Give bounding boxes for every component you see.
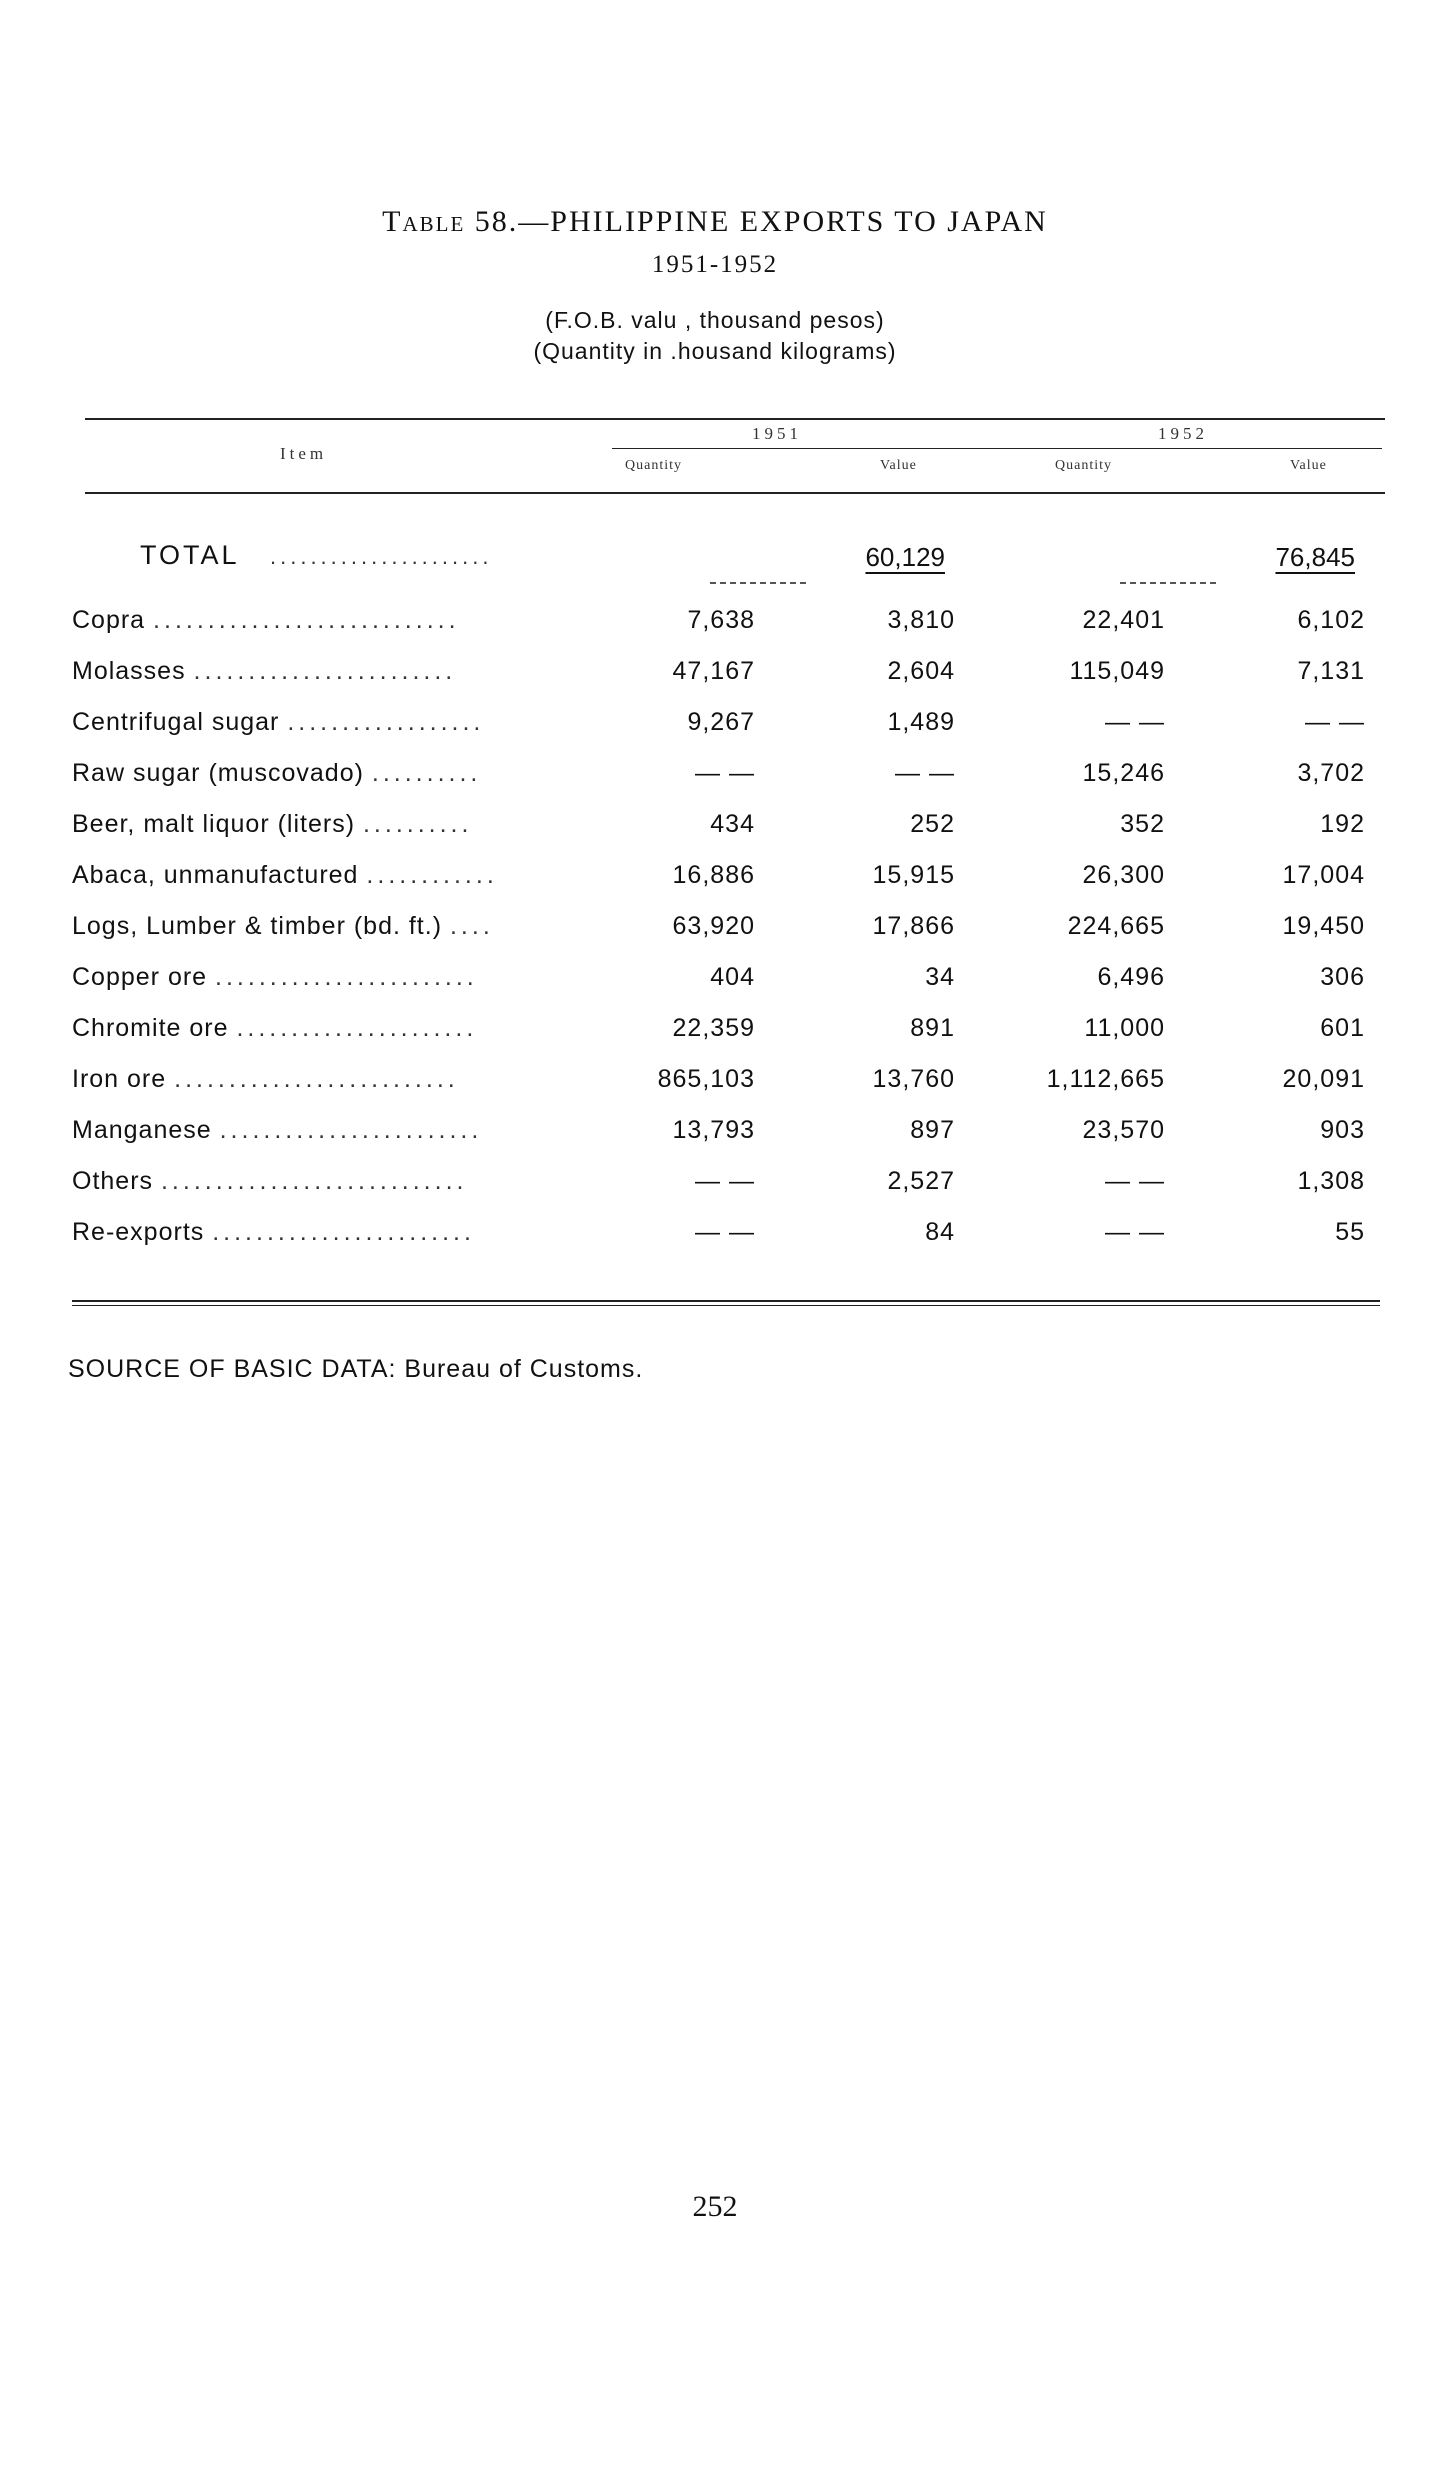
value-1951-cell: 252 (910, 810, 955, 838)
header-year-1951: 1951 (752, 424, 802, 443)
row-item (72, 1218, 612, 1247)
header-item: Item (280, 444, 328, 463)
value-1952-cell: 6,102 (1297, 606, 1365, 634)
total-label: TOTAL (140, 540, 240, 570)
quantity-1952-cell: — — (1105, 1167, 1165, 1195)
row-leader-dots: ........................ (215, 963, 478, 991)
table-row (0, 708, 1430, 758)
total-leader-dots: ...................... (270, 544, 493, 569)
value-1952-cell: 55 (1335, 1218, 1365, 1246)
value-1952-cell: 601 (1320, 1014, 1365, 1042)
quantity-1951-cell: 865,103 (657, 1065, 755, 1093)
table-row (0, 1218, 1430, 1268)
row-item (72, 1116, 612, 1145)
quantity-1952-cell: — — (1105, 708, 1165, 736)
header-bottom-rule (85, 492, 1385, 494)
value-1951-cell: 1,489 (887, 708, 955, 736)
quantity-1951-cell: 63,920 (672, 912, 755, 940)
value-1952-cell: 1,308 (1297, 1167, 1365, 1195)
table-title-main: 58.—PHILIPPINE EXPORTS TO JAPAN (474, 205, 1048, 238)
quantity-1951-cell: 22,359 (672, 1014, 755, 1042)
table-row (0, 1116, 1430, 1166)
row-leader-dots: .................. (287, 708, 485, 736)
row-item-text: Others (72, 1167, 154, 1195)
quantity-1952-cell: 11,000 (1084, 1014, 1165, 1042)
quantity-1952-cell: 224,665 (1067, 912, 1165, 940)
row-item-text: Chromite ore (72, 1014, 229, 1042)
quantity-1952-cell: 15,246 (1082, 759, 1165, 787)
value-1951-cell: 84 (925, 1218, 955, 1246)
table-row (0, 810, 1430, 860)
total-value-1952: 76,845 (1275, 542, 1355, 572)
value-1951-cell: 891 (910, 1014, 955, 1042)
value-1951-cell: 3,810 (887, 606, 955, 634)
value-1952-cell: 20,091 (1282, 1065, 1365, 1093)
total-1951-double-rule (710, 582, 806, 584)
header-quantity-1952: Quantity (1055, 458, 1112, 473)
value-1951-cell: 2,604 (887, 657, 955, 685)
row-item (72, 1167, 612, 1196)
value-1951-cell: 17,866 (872, 912, 955, 940)
quantity-1952-cell: 1,112,665 (1046, 1065, 1165, 1093)
table-row (0, 759, 1430, 809)
row-item (72, 1065, 612, 1094)
row-item-text: Copper ore (72, 963, 208, 991)
table-title-prefix: Table (382, 205, 466, 238)
header-quantity-1951: Quantity (625, 458, 682, 473)
value-1952-cell: — — (1305, 708, 1365, 736)
table-bottom-rule (72, 1300, 1380, 1302)
table-years: 1951-1952 (651, 251, 779, 278)
row-item (72, 912, 612, 941)
table-units (0, 305, 1430, 367)
value-1951-cell: — — (895, 759, 955, 787)
table-row (0, 963, 1430, 1013)
header-year-rule (612, 448, 1382, 449)
header-value-1952: Value (1290, 458, 1327, 473)
header-top-rule (85, 418, 1385, 420)
row-item (72, 759, 612, 788)
row-item (72, 1014, 612, 1043)
title-block (0, 205, 1430, 367)
header-value-1951: Value (880, 458, 917, 473)
row-leader-dots: .... (449, 912, 494, 940)
source-note: SOURCE OF BASIC DATA: Bureau of Customs. (68, 1355, 644, 1383)
quantity-1951-cell: 434 (710, 810, 755, 838)
row-leader-dots: ...................... (236, 1014, 478, 1042)
total-value-1951: 60,129 (865, 542, 945, 572)
value-1952-cell: 17,004 (1282, 861, 1365, 889)
value-1951-cell: 15,915 (872, 861, 955, 889)
value-1952-cell: 192 (1320, 810, 1365, 838)
total-1952-double-rule (1120, 582, 1216, 584)
row-item-text: Centrifugal sugar (72, 708, 280, 736)
value-1951-cell: 897 (910, 1116, 955, 1144)
row-item-text: Raw sugar (muscovado) (72, 759, 364, 787)
quantity-1952-cell: 26,300 (1082, 861, 1165, 889)
page-number: 252 (692, 2190, 738, 2223)
row-leader-dots: .......................... (174, 1065, 459, 1093)
quantity-1952-cell: 6,496 (1097, 963, 1165, 991)
table-title (0, 205, 1430, 239)
row-leader-dots: ........................ (193, 657, 457, 685)
quantity-1952-cell: 352 (1120, 810, 1165, 838)
quantity-1951-cell: — — (695, 759, 755, 787)
quantity-1951-cell: 13,793 (672, 1116, 755, 1144)
row-item (72, 657, 612, 686)
row-leader-dots: ........................ (219, 1116, 483, 1144)
row-item-text: Abaca, unmanufactured (72, 861, 359, 889)
table-row (0, 606, 1430, 656)
row-item-text: Copra (72, 606, 146, 634)
row-item-text: Molasses (72, 657, 186, 685)
table-bottom-rule-thin (72, 1305, 1380, 1306)
table-row (0, 1167, 1430, 1217)
row-item-text: Iron ore (72, 1065, 167, 1093)
table-row (0, 657, 1430, 707)
row-item-text: Re-exports (72, 1218, 205, 1246)
row-item-text: Manganese (72, 1116, 212, 1144)
value-1952-cell: 306 (1320, 963, 1365, 991)
row-leader-dots: ............ (366, 861, 498, 889)
row-leader-dots: .......... (371, 759, 482, 787)
quantity-1951-cell: 7,638 (687, 606, 755, 634)
row-item-text: Logs, Lumber & timber (bd. ft.) (72, 912, 443, 940)
table-row (0, 1065, 1430, 1115)
row-leader-dots: ............................ (160, 1167, 468, 1195)
row-item (72, 810, 612, 839)
row-item-text: Beer, malt liquor (liters) (72, 810, 356, 838)
quantity-1951-cell: 47,167 (672, 657, 755, 685)
row-item (72, 708, 612, 737)
quantity-1951-cell: 404 (710, 963, 755, 991)
row-item (72, 606, 612, 635)
quantity-1951-cell: 16,886 (672, 861, 755, 889)
quantity-1951-cell: 9,267 (687, 708, 755, 736)
table-row (0, 861, 1430, 911)
row-item (72, 861, 612, 890)
quantity-1952-cell: 115,049 (1069, 657, 1165, 685)
value-1951-cell: 2,527 (887, 1167, 955, 1195)
header-year-1952: 1952 (1158, 424, 1208, 443)
table-row (0, 1014, 1430, 1064)
row-leader-dots: .......... (362, 810, 473, 838)
value-1951-cell: 34 (925, 963, 955, 991)
quantity-1951-cell: — — (695, 1167, 755, 1195)
value-1952-cell: 19,450 (1282, 912, 1365, 940)
value-1952-cell: 7,131 (1297, 657, 1365, 685)
quantity-1952-cell: — — (1105, 1218, 1165, 1246)
row-leader-dots: ........................ (212, 1218, 475, 1246)
unit-quantity-note: (Quantity in .housand kilograms) (533, 338, 897, 364)
unit-value-note: (F.O.B. valu , thousand pesos) (545, 307, 885, 333)
quantity-1952-cell: 23,570 (1082, 1116, 1165, 1144)
table-row (0, 912, 1430, 962)
quantity-1951-cell: — — (695, 1218, 755, 1246)
value-1951-cell: 13,760 (872, 1065, 955, 1093)
row-item (72, 963, 612, 992)
quantity-1952-cell: 22,401 (1082, 606, 1165, 634)
value-1952-cell: 3,702 (1297, 759, 1365, 787)
row-leader-dots: ............................ (153, 606, 460, 634)
value-1952-cell: 903 (1320, 1116, 1365, 1144)
